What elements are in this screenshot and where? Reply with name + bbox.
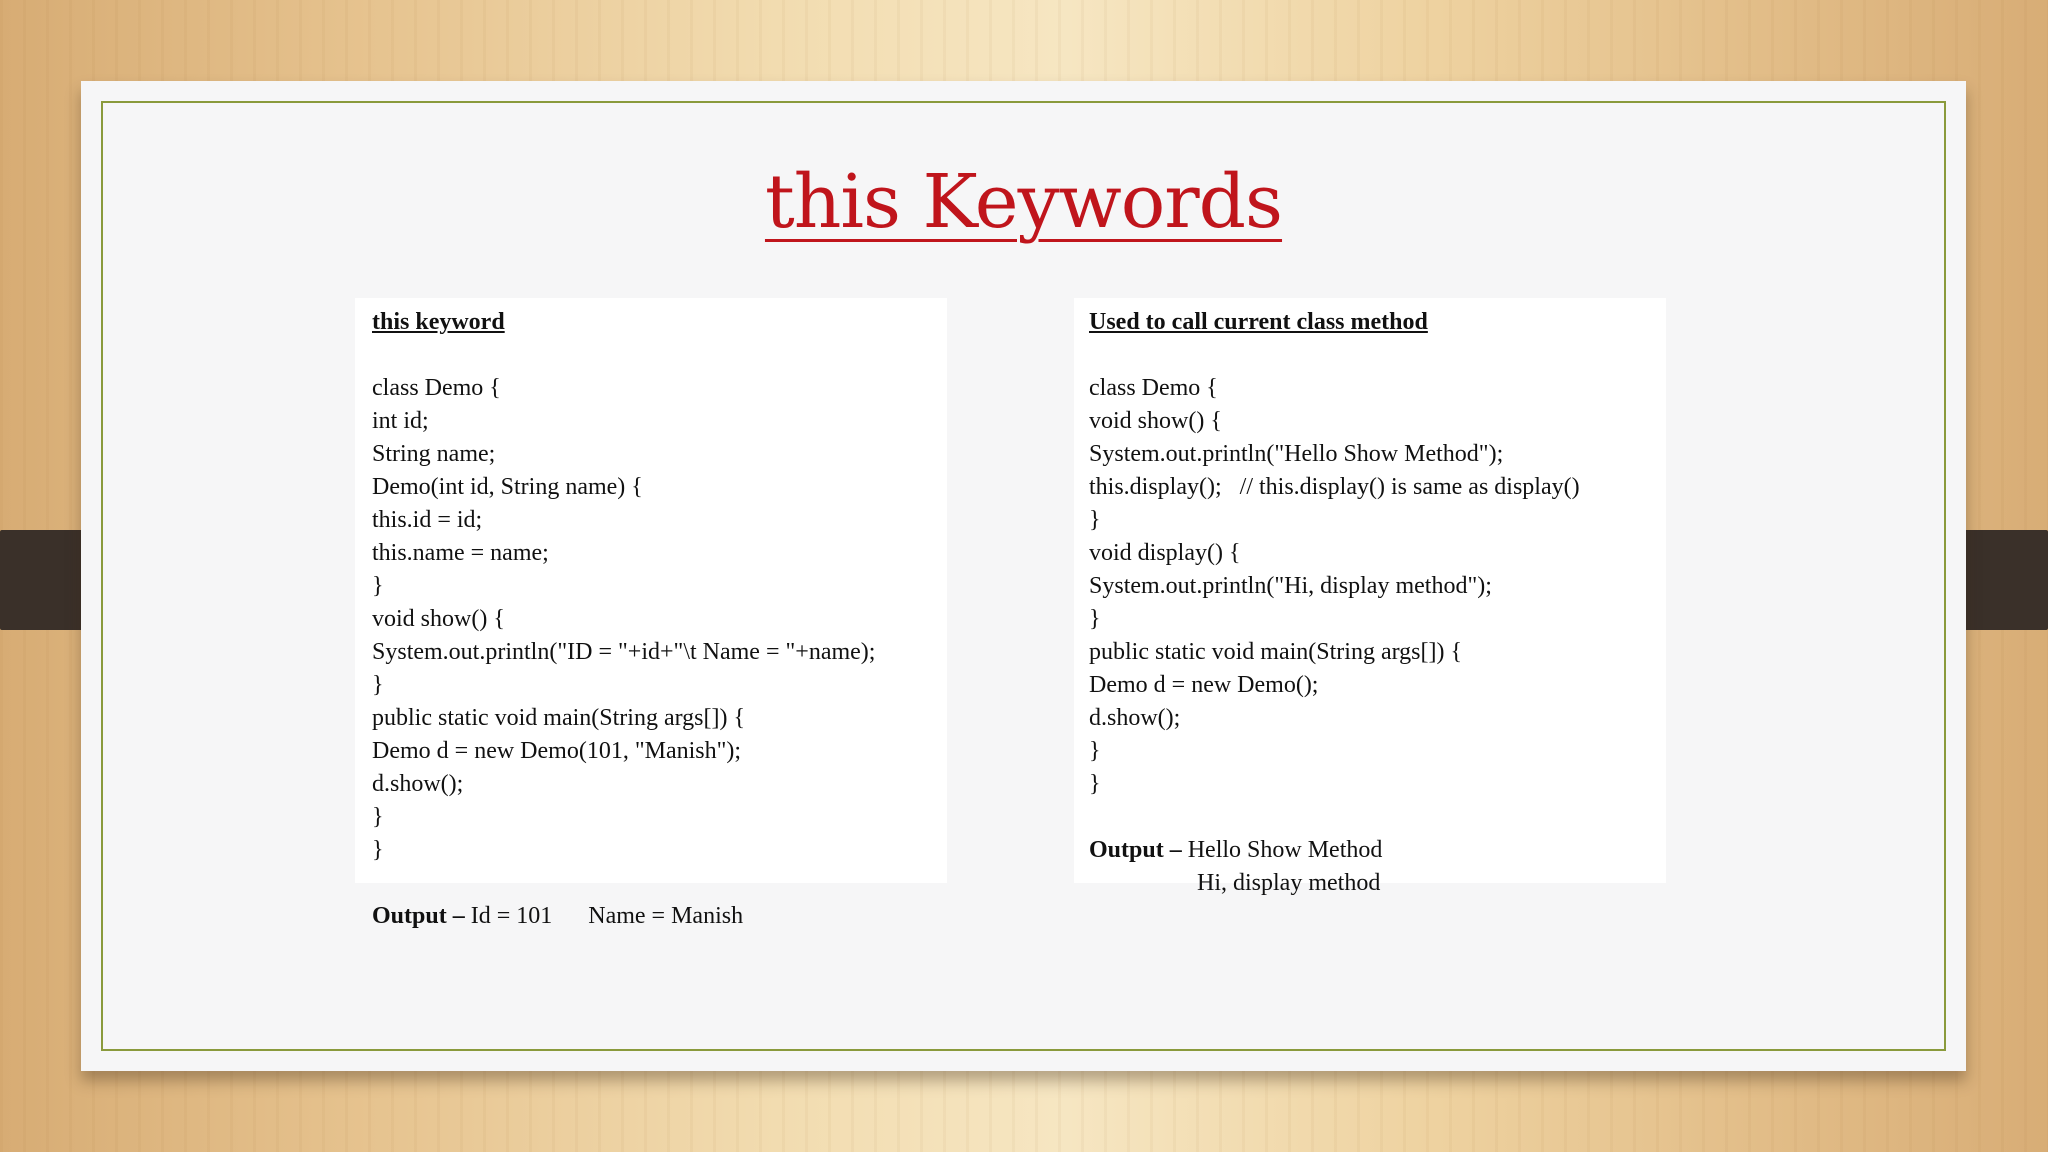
code-line: Demo d = new Demo(101, "Manish"); xyxy=(372,738,742,764)
code-line: } xyxy=(1089,771,1101,797)
code-line: } xyxy=(372,573,384,599)
code-line: } xyxy=(372,804,384,830)
left-panel-spacer xyxy=(372,339,947,372)
code-line: } xyxy=(372,837,384,863)
right-output-line xyxy=(1089,834,1666,867)
code-line: this.name = name; xyxy=(372,540,549,566)
code-line: this.id = id; xyxy=(372,507,483,533)
output-label: Output – xyxy=(1089,837,1182,863)
right-code-panel xyxy=(1074,298,1666,896)
code-line: Demo(int id, String name) { xyxy=(372,474,643,500)
output-value: Id = 101 Name = Manish xyxy=(464,903,744,929)
output-value: Hello Show Method xyxy=(1181,837,1383,863)
code-line: public static void main(String args[]) { xyxy=(1089,639,1463,665)
right-panel-spacer xyxy=(1089,339,1666,372)
code-line: System.out.println("ID = "+id+"\t Name = "+name); xyxy=(372,639,876,665)
slide-title: this Keywords xyxy=(764,159,1283,245)
code-line: } xyxy=(1089,738,1101,764)
left-panel-heading: this keyword xyxy=(372,309,505,335)
code-line: System.out.println("Hi, display method"); xyxy=(1089,573,1492,599)
code-line: d.show(); xyxy=(372,771,464,797)
left-panel-spacer xyxy=(372,867,947,900)
code-line: void display() { xyxy=(1089,540,1241,566)
code-line: System.out.println("Hello Show Method"); xyxy=(1089,441,1504,467)
left-code-panel xyxy=(355,298,947,929)
left-output-line xyxy=(372,900,947,933)
output-label: Output – xyxy=(372,903,465,929)
code-line: String name; xyxy=(372,441,496,467)
right-panel-heading: Used to call current class method xyxy=(1089,309,1428,335)
code-line: } xyxy=(372,672,384,698)
code-line: int id; xyxy=(372,408,429,434)
right-panel-spacer xyxy=(1089,801,1666,834)
slide xyxy=(81,81,1966,1071)
code-line: } xyxy=(1089,606,1101,632)
code-line: void show() { xyxy=(372,606,505,632)
code-line: void show() { xyxy=(1089,408,1222,434)
code-line: Demo d = new Demo(); xyxy=(1089,672,1319,698)
right-output-line-2: Hi, display method xyxy=(1197,870,1381,896)
code-line: this.display(); // this.display() is same as display() xyxy=(1089,474,1580,500)
code-line: class Demo { xyxy=(372,375,501,401)
code-line: public static void main(String args[]) { xyxy=(372,705,746,731)
code-line: d.show(); xyxy=(1089,705,1181,731)
code-line: class Demo { xyxy=(1089,375,1218,401)
code-line: } xyxy=(1089,507,1101,533)
